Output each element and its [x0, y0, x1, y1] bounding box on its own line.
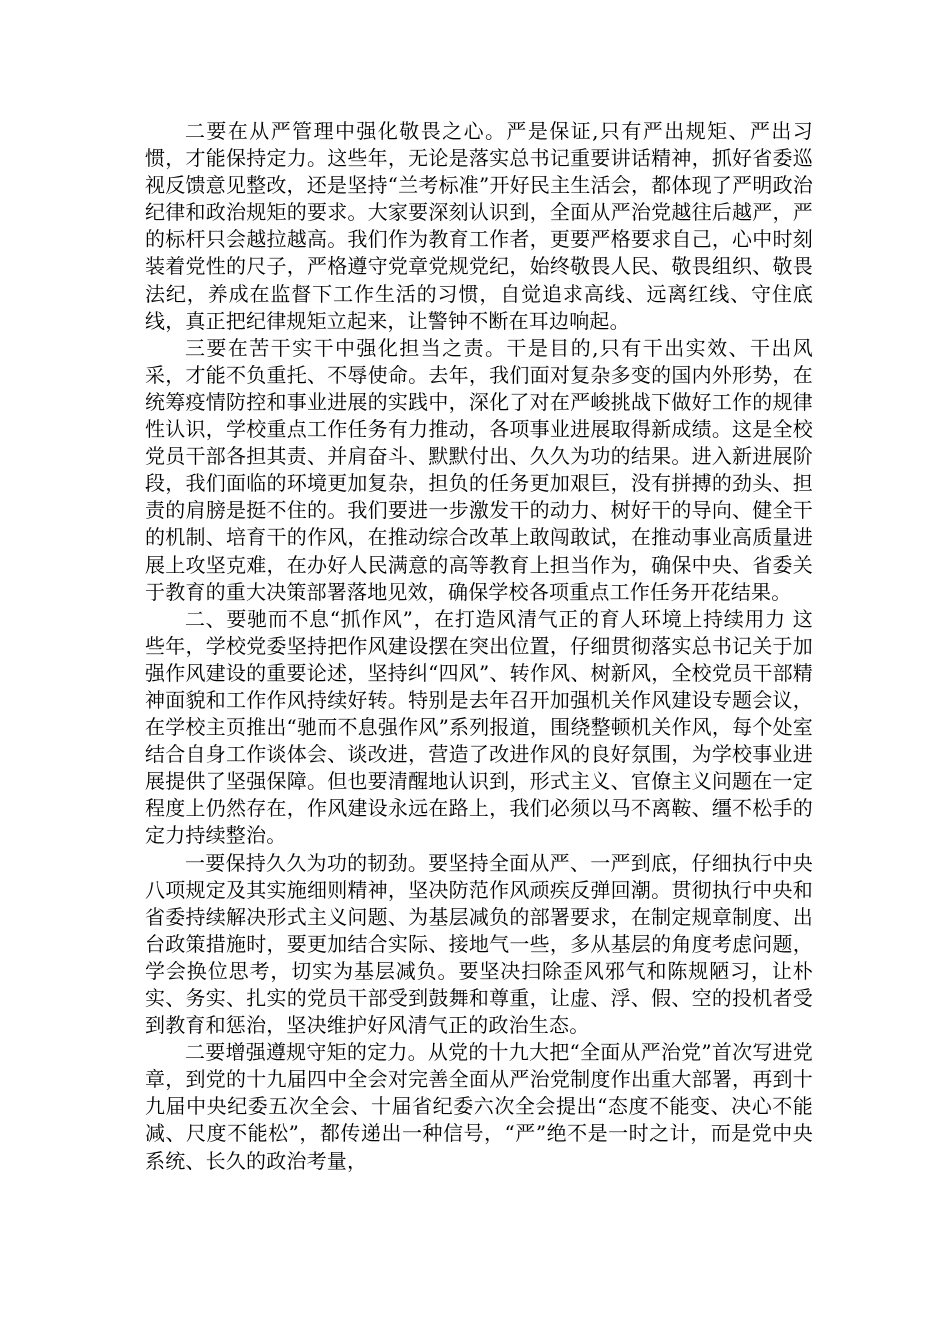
document-page [145, 118, 813, 1175]
paragraph-hard-work: 三要在苦干实干中强化担当之责。干是目的,只有干出实效、干出风采，才能不负重托、不辱使命。去年，我们面对复杂多变的国内外形势，在统筹疫情防控和事业进展的实践中，深化了对在严峻挑战下做好工作的规律性认识，学校重点工作任务有力推动，各项事业进展取得新成绩。这是全校党员干部各担其责、并肩奋斗、默默付出、久久为功的结果。进入新进展阶段，我们面临的环境更加复杂，担负的任务更加艰巨，没有拼搏的劲头、担责的肩膀是挺不住的。我们要进一步激发干的动力、树好干的导向、健全干的机制、培育干的作风，在推动综合改革上敢闯敢试，在推动事业高质量进展上攻坚克难，在办好人民满意的高等教育上担当作为，确保中央、省委关于教育的重大决策部署落地见效，确保学校各项重点工作任务开花结果。 [145, 335, 813, 604]
paragraph-persistence: 一要保持久久为功的韧劲。要坚持全面从严、一严到底，仔细执行中央八项规定及其实施细则精神，坚决防范作风顽疾反弹回潮。贯彻执行中央和省委持续解决形式主义问题、为基层减负的部署要求，在制定规章制度、出台政策措施时，要更加结合实际、接地气一些，多从基层的角度考虑问题，学会换位思考，切实为基层减负。要坚决扫除歪风邪气和陈规陋习，让朴实、务实、扎实的党员干部受到鼓舞和尊重，让虚、浮、假、空的投机者受到教育和惩治，坚决维护好风清气正的政治生态。 [145, 850, 813, 1038]
paragraph-strict-management: 二要在从严管理中强化敬畏之心。严是保证,只有严出规矩、严出习惯，才能保持定力。这些年，无论是落实总书记重要讲话精神，抓好省委巡视反馈意见整改，还是坚持“兰考标准”开好民主生活会，都体现了严明政治纪律和政治规矩的要求。大家要深刻认识到，全面从严治党越往后越严，严的标杆只会越拉越高。我们作为教育工作者，更要严格要求自己，心中时刻装着党性的尺子，严格遵守党章党规党纪，始终敬畏人民、敬畏组织、敬畏法纪，养成在监督下工作生活的习惯，自觉追求高线、远离红线、守住底线，真正把纪律规矩立起来，让警钟不断在耳边响起。 [145, 119, 813, 333]
paragraph-rules-discipline: 二要增强遵规守矩的定力。从党的十九大把“全面从严治党”首次写进党章，到党的十九届四中全会对完善全面从严治党制度作出重大部署，再到十九届中央纪委五次全会、十届省纪委六次全会提出“态度不能变、决心不能减、尺度不能松”，都传递出一种信号，“严”绝不是一时之计，而是党中央系统、长久的政治考量， [145, 1040, 813, 1173]
paragraph-section-two-work-style: 二、要驰而不息“抓作风”，在打造风清气正的育人环境上持续用力 这些年，学校党委坚持把作风建设摆在突出位置，仔细贯彻落实总书记关于加强作风建设的重要论述，坚持纠“四风”、转作风、树新风，全校党员干部精神面貌和工作作风持续好转。特别是去年召开加强机关作风建设专题会议，在学校主页推出“驰而不息强作风”系列报道，围绕整顿机关作风，每个处室结合自身工作谈体会、谈改进，营造了改进作风的良好氛围，为学校事业进展提供了坚强保障。但也要清醒地认识到，形式主义、官僚主义问题在一定程度上仍然存在，作风建设永远在路上，我们必须以马不离鞍、缰不松手的定力持续整治。 [145, 606, 813, 848]
